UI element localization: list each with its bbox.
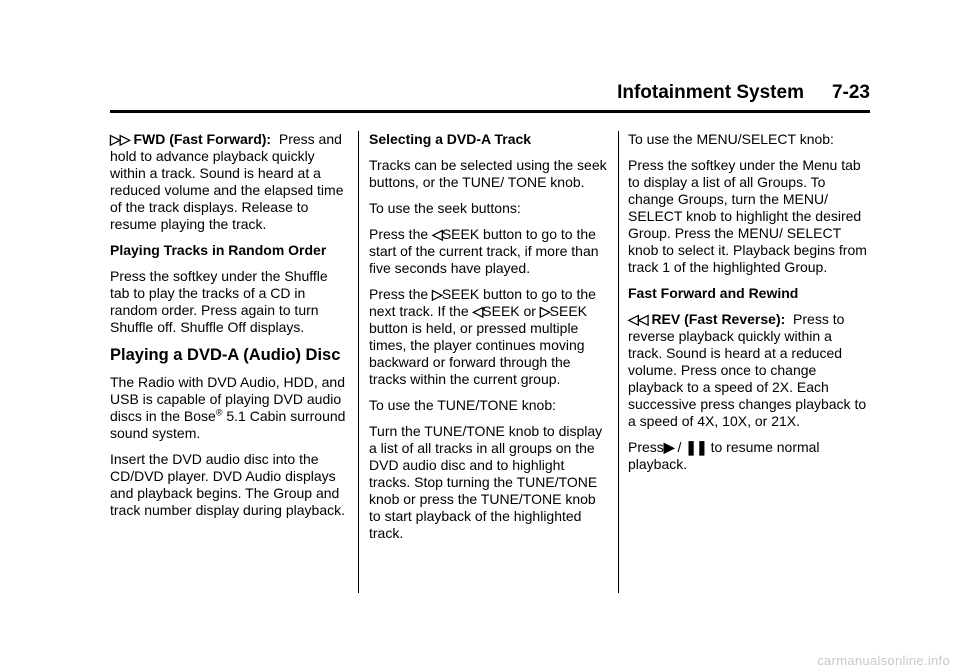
tune-text: Turn the TUNE/TONE knob to display a list of all tracks in all groups on the DVD audio disc and to highlight tracks. Stop turning the TUNE/TONE knob or press the TUNE/TONE knob to start playback of the highlighted track. (369, 423, 603, 541)
seek-back-icon: ◁ (472, 303, 483, 319)
column-2 (369, 131, 609, 551)
seek-back-text: Press the ◁SEEK button to go to the start of the current track, if more than five seconds have played. (369, 226, 599, 276)
fast-reverse-icon: ◁◁ (628, 311, 648, 327)
select-heading: Selecting a DVD-A Track (369, 131, 532, 147)
section-title: Infotainment System (617, 82, 804, 103)
seek-forward-text: Press the ▷SEEK button to go to the next track. If the ◁SEEK or ▷SEEK button is held, or pressed multiple times, the player continues moving backward or forward through the tracks within the current group. (369, 286, 596, 387)
random-text: Press the softkey under the Shuffle tab to play the tracks of a CD in random order. Press again to turn Shuffle off. Shuffle Off displays. (110, 268, 328, 335)
header-rule (110, 110, 870, 113)
column-3 (628, 131, 868, 482)
column-divider-2 (618, 131, 619, 593)
menu-intro: To use the MENU/SELECT knob: (628, 131, 834, 147)
ffwd-label: FWD (Fast Forward): (133, 131, 272, 147)
ffwd-text: Press and hold to advance playback quickly within a track. Sound is heard at a reduced volume and the elapsed time of the track displays. Release to resume playing the track. (110, 131, 344, 232)
tune-intro: To use the TUNE/TONE knob: (369, 397, 557, 413)
dvda-heading: Playing a DVD-A (Audio) Disc (110, 346, 341, 364)
resume-text: Press▶ / ❚❚ to resume normal playback. (628, 439, 820, 472)
seek-forward-icon: ▷ (432, 286, 442, 302)
fast-forward-icon: ▷▷ (110, 131, 130, 147)
insert-text: Insert the DVD audio disc into the CD/DVD player. DVD Audio displays and playback begins. The Group and track number display during playback. (110, 451, 346, 518)
rev-label: REV (Fast Reverse): (651, 311, 786, 327)
seek-back-icon: ◁ (432, 226, 442, 242)
registered-mark: ® (215, 407, 223, 418)
rev-text: Press to reverse playback quickly within a track. Sound is heard at a reduced volume. Press once to change playback to a speed of 2X. Each successive press changes playback to a speed of 4X, 10X, or 21X. (628, 311, 867, 429)
seek-forward-icon: ▷ (539, 303, 550, 319)
rev-paragraph (628, 311, 868, 430)
random-heading: Playing Tracks in Random Order (110, 242, 327, 258)
column-1 (110, 131, 350, 528)
ffwd-paragraph (110, 131, 350, 233)
dvda-text: The Radio with DVD Audio, HDD, and USB is capable of playing DVD audio discs in the Bose® 5.1 Cabin surround sound system. (110, 374, 346, 441)
ff-heading: Fast Forward and Rewind (628, 285, 799, 301)
page-header (110, 78, 870, 108)
watermark: carmanualsonline.info (817, 653, 950, 668)
pause-icon: ❚❚ (685, 439, 707, 455)
seek-intro: To use the seek buttons: (369, 200, 521, 216)
play-icon: ▶ (663, 439, 674, 455)
page-number: 7-23 (831, 82, 870, 103)
menu-text: Press the softkey under the Menu tab to display a list of all Groups. To change Groups, turn the MENU/ SELECT knob to highlight the desired Group. Press the MENU/ SELECT knob to select it. Playback begins from track 1 of the highlighted Group. (628, 157, 867, 275)
column-divider-1 (358, 131, 359, 593)
select-text: Tracks can be selected using the seek buttons, or the TUNE/ TONE knob. (369, 157, 607, 190)
